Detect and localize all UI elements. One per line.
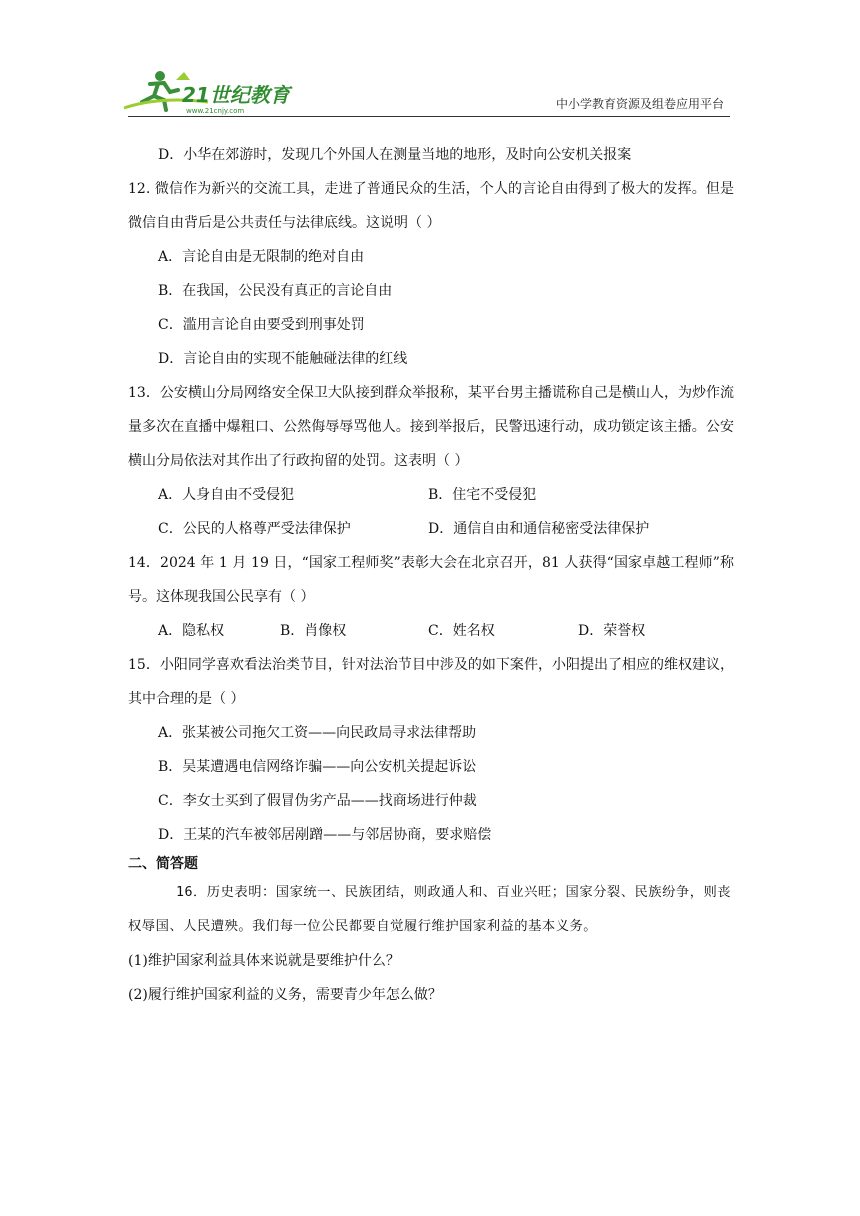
question-content bbox=[128, 138, 734, 1012]
q16-stem: 16．历史表明：国家统一、民族团结，则政通人和、百业兴旺；国家分裂、民族纷争，则丧权辱国、人民遭殃。我们每一位公民都要自觉履行维护国家利益的基本义务。 bbox=[128, 885, 732, 934]
q12-option-d: D．言论自由的实现不能触碰法律的红线 bbox=[158, 351, 408, 367]
q12-option-a: A．言论自由是无限制的绝对自由 bbox=[158, 249, 365, 265]
q15-stem: 15．小阳同学喜欢看法治类节目，针对法治节目中涉及的如下案件，小阳提出了相应的维权建议，其中合理的是（ ） bbox=[128, 657, 734, 707]
q13-option-a: A．人身自由不受侵犯 bbox=[158, 487, 295, 503]
q13-option-b: B．住宅不受侵犯 bbox=[428, 487, 537, 503]
question-15 bbox=[128, 648, 734, 852]
q12-option-b: B．在我国，公民没有真正的言论自由 bbox=[158, 283, 393, 299]
q15-option-b: B．吴某遭遇电信网络诈骗——向公安机关提起诉讼 bbox=[158, 759, 477, 775]
q15-option-a: A．张某被公司拖欠工资——向民政局寻求法律帮助 bbox=[158, 725, 477, 741]
q13-options-row-2 bbox=[128, 512, 734, 546]
q13-option-c: C．公民的人格尊严受法律保护 bbox=[158, 521, 351, 537]
runner-logo-icon bbox=[120, 66, 300, 116]
q16-sub-1: (1)维护国家利益具体来说就是要维护什么？ bbox=[128, 953, 400, 969]
q16-sub-2: (2)履行维护国家利益的义务，需要青少年怎么做？ bbox=[128, 987, 442, 1003]
logo-text: 21世纪教育 bbox=[182, 83, 290, 107]
q13-stem: 13．公安横山分局网络安全保卫大队接到群众举报称，某平台男主播谎称自己是横山人，为炒作流量多次在直播中爆粗口、公然侮辱辱骂他人。接到举报后，民警迅速行动，成功锁定该主播。公安横山分局依法对其作出了行政拘留的处罚。这表明（ ） bbox=[128, 385, 734, 469]
q14-option-c: C．姓名权 bbox=[428, 623, 495, 639]
q14-option-d: D．荣誉权 bbox=[578, 623, 646, 639]
q13-options-row-1 bbox=[128, 478, 734, 512]
q13-option-d: D．通信自由和通信秘密受法律保护 bbox=[428, 521, 650, 537]
platform-name: 中小学教育资源及组卷应用平台 bbox=[555, 97, 724, 111]
page-header bbox=[120, 66, 730, 118]
section-heading: 二、简答题 bbox=[128, 856, 198, 872]
q14-stem: 14．2024 年 1 月 19 日，“国家工程师奖”表彰大会在北京召开，81 人获得“国家卓越工程师”称号。这体现我国公民享有（ ） bbox=[128, 555, 734, 605]
q14-options-row bbox=[128, 614, 734, 648]
q11-option-d: D．小华在郊游时，发现几个外国人在测量当地的地形，及时向公安机关报案 bbox=[158, 147, 632, 163]
q15-option-c: C．李女士买到了假冒伪劣产品——找商场进行仲裁 bbox=[158, 793, 477, 809]
question-16 bbox=[128, 876, 734, 1012]
question-12 bbox=[128, 172, 734, 376]
q12-option-c: C．滥用言论自由要受到刑事处罚 bbox=[158, 317, 365, 333]
q15-option-d: D．王某的汽车被邻居剐蹭——与邻居协商，要求赔偿 bbox=[158, 827, 492, 843]
q14-option-b: B．肖像权 bbox=[280, 623, 347, 639]
header-divider bbox=[128, 116, 730, 117]
question-14 bbox=[128, 546, 734, 648]
question-13 bbox=[128, 376, 734, 546]
logo-url: www.21cnjy.com bbox=[186, 107, 245, 115]
q12-stem: 12. 微信作为新兴的交流工具，走进了普通民众的生活，个人的言论自由得到了极大的发挥。但是微信自由背后是公共责任与法律底线。这说明（ ） bbox=[128, 181, 734, 231]
site-logo bbox=[120, 66, 300, 116]
q14-option-a: A．隐私权 bbox=[158, 623, 225, 639]
